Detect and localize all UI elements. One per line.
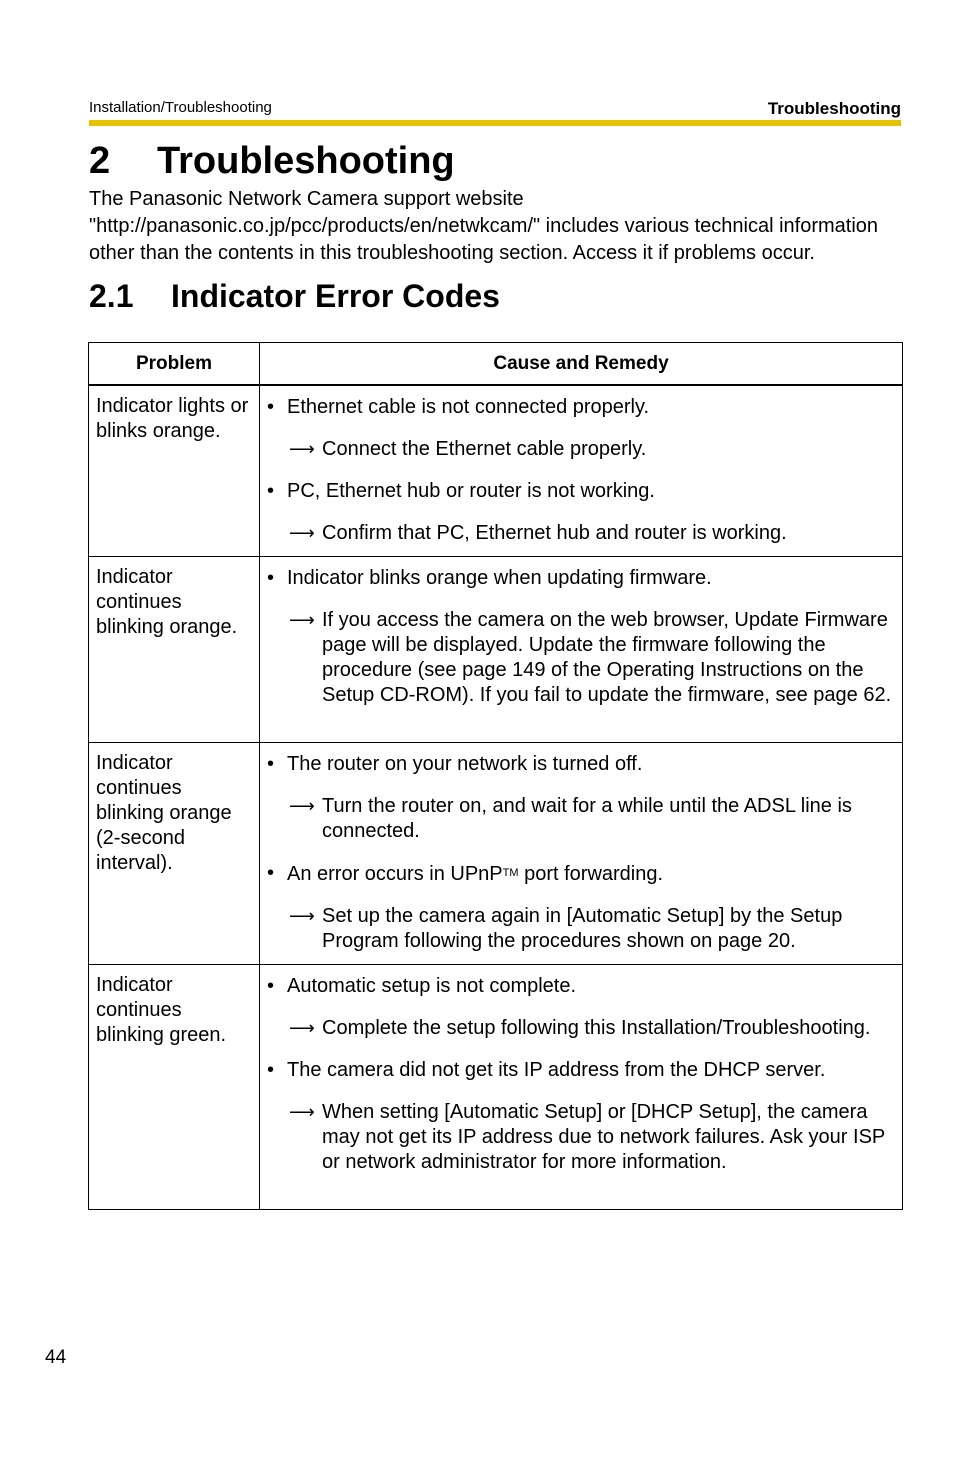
remedy-text: Complete the setup following this Installation/Troubleshooting. xyxy=(322,1017,871,1039)
problem-cell xyxy=(89,385,260,557)
cause-text: The camera did not get its IP address from the DHCP server. xyxy=(287,1059,826,1081)
arrow-right-icon: ⟶ xyxy=(289,1102,315,1122)
cause-text-before: An error occurs in UPnP xyxy=(287,863,503,885)
error-codes-table xyxy=(88,342,903,1210)
arrow-right-icon: ⟶ xyxy=(289,610,315,630)
table-row xyxy=(89,965,903,1210)
bullet-icon: • xyxy=(267,975,275,997)
arrow-right-icon: ⟶ xyxy=(289,523,315,543)
remedy-item xyxy=(267,521,892,546)
remedy-text: Connect the Ethernet cable properly. xyxy=(322,438,647,460)
remedy-text: When setting [Automatic Setup] or [DHCP Setup], the camera may not get its IP address due to network failures. Ask your ISP or network administrator for more information. xyxy=(322,1101,885,1173)
cause-text: Indicator blinks orange when updating firmware. xyxy=(287,567,712,589)
problem-text: Indicator lights or blinks orange. xyxy=(96,395,249,442)
subsection-title: Indicator Error Codes xyxy=(171,278,500,314)
cause-text: Ethernet cable is not connected properly. xyxy=(287,396,650,418)
cause-item xyxy=(267,566,892,591)
arrow-right-icon: ⟶ xyxy=(289,439,315,459)
cause-item xyxy=(267,752,892,777)
problem-text: Indicator continues blinking orange (2-second interval). xyxy=(96,752,232,874)
remedy-item xyxy=(267,437,892,462)
bullet-icon: • xyxy=(267,862,275,884)
page-number: 44 xyxy=(45,1347,67,1368)
table-header-row xyxy=(89,343,903,386)
problem-cell xyxy=(89,965,260,1210)
section-number: 2 xyxy=(89,140,111,182)
header-section: Troubleshooting xyxy=(767,99,901,118)
remedy-item xyxy=(267,608,892,708)
remedy-text: If you access the camera on the web browser, Update Firmware page will be displayed. Update the firmware following the procedure (see page 149 of the Operating Instructions on the Setup CD-ROM). If you fail to update the firmware, see page 62. xyxy=(322,609,892,706)
table-row xyxy=(89,743,903,965)
running-header xyxy=(89,96,901,120)
remedy-cell xyxy=(260,385,903,557)
subsection-heading xyxy=(89,276,500,316)
bullet-icon: • xyxy=(267,567,275,589)
section-title: Troubleshooting xyxy=(157,140,455,182)
cause-text-after: port forwarding. xyxy=(518,863,664,885)
remedy-item xyxy=(267,794,892,844)
cause-item xyxy=(267,1058,892,1083)
table-row xyxy=(89,385,903,557)
remedy-item xyxy=(267,904,892,954)
cause-item xyxy=(267,479,892,504)
problem-cell xyxy=(89,557,260,743)
header-rule xyxy=(89,120,901,126)
remedy-item xyxy=(267,1100,892,1175)
bullet-icon: • xyxy=(267,480,275,502)
cause-text: The router on your network is turned off. xyxy=(287,753,643,775)
cause-item xyxy=(267,974,892,999)
remedy-text: Set up the camera again in [Automatic Setup] by the Setup Program following the procedures shown on page 20. xyxy=(322,905,843,952)
column-header-cause-remedy: Cause and Remedy xyxy=(260,343,903,386)
cause-text: PC, Ethernet hub or router is not working. xyxy=(287,480,655,502)
remedy-text: Turn the router on, and wait for a while until the ADSL line is connected. xyxy=(322,795,852,842)
bullet-icon: • xyxy=(267,396,275,418)
arrow-right-icon: ⟶ xyxy=(289,906,315,926)
arrow-right-icon: ⟶ xyxy=(289,796,315,816)
remedy-cell xyxy=(260,965,903,1210)
arrow-right-icon: ⟶ xyxy=(289,1018,315,1038)
subsection-number: 2.1 xyxy=(89,278,134,314)
bullet-icon: • xyxy=(267,1059,275,1081)
problem-cell xyxy=(89,743,260,965)
remedy-item xyxy=(267,1016,892,1041)
trademark-mark: TM xyxy=(502,867,519,879)
cause-item xyxy=(267,395,892,420)
remedy-text: Confirm that PC, Ethernet hub and router is working. xyxy=(322,522,787,544)
cause-item xyxy=(267,861,892,887)
problem-text: Indicator continues blinking green. xyxy=(96,974,227,1046)
cause-text: Automatic setup is not complete. xyxy=(287,975,577,997)
section-heading xyxy=(89,138,455,184)
problem-text: Indicator continues blinking orange. xyxy=(96,566,238,638)
header-chapter: Installation/Troubleshooting xyxy=(89,99,272,116)
table-row xyxy=(89,557,903,743)
intro-paragraph: The Panasonic Network Camera support website "http://panasonic.co.jp/pcc/products/en/netwkcam/" includes various technical information other than the contents in this troubleshooting section. Access it if problems occur. xyxy=(89,188,879,264)
remedy-cell xyxy=(260,743,903,965)
remedy-cell xyxy=(260,557,903,743)
bullet-icon: • xyxy=(267,753,275,775)
column-header-problem: Problem xyxy=(89,343,260,386)
